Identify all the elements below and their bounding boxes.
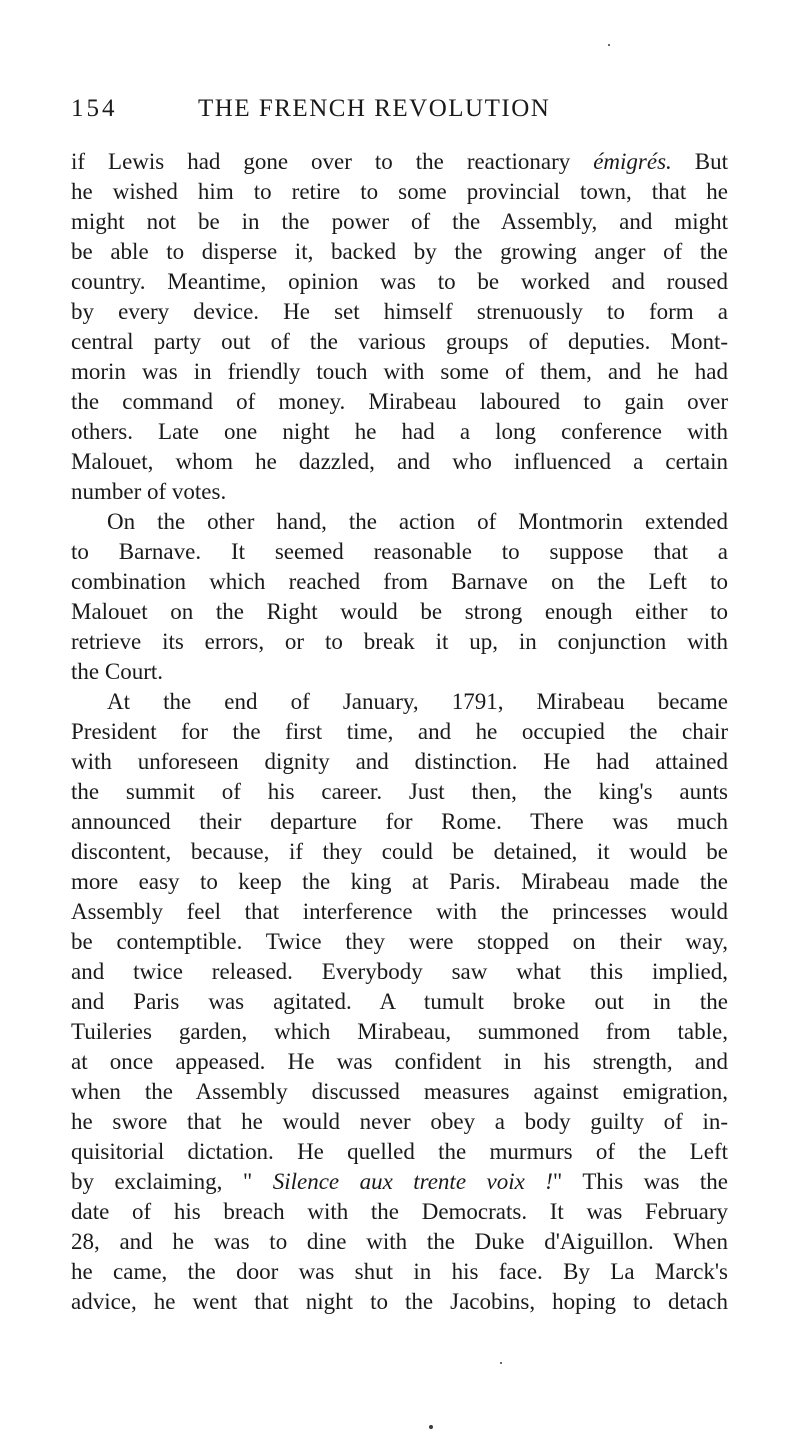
text-line — [71, 297, 728, 327]
text-line — [71, 777, 728, 807]
italic-fragment: émigrés. — [593, 149, 672, 174]
text-line — [71, 657, 728, 687]
text-fragment: he wished him to retire to some provincial town, that he — [71, 179, 728, 204]
text-fragment: retrieve its errors, or to break it up, in conjunction with — [71, 629, 728, 654]
text-fragment: At the end of January, 1791, Mirabeau became — [107, 689, 728, 714]
text-line — [71, 417, 728, 447]
body-text — [71, 147, 728, 1317]
text-line — [71, 537, 728, 567]
text-line — [71, 1287, 728, 1317]
text-line — [71, 327, 728, 357]
text-line — [71, 807, 728, 837]
text-fragment: advice, he went that night to the Jacobins, hoping to detach — [71, 1289, 728, 1314]
text-fragment: " This was the — [552, 1169, 729, 1194]
text-line — [71, 567, 728, 597]
scan-speck — [500, 1362, 502, 1364]
text-fragment: he came, the door was shut in his face. By La Marck's — [71, 1259, 728, 1284]
text-fragment: by every device. He set himself strenuously to form a — [71, 299, 728, 324]
text-fragment: announced their departure for Rome. There was much — [71, 809, 728, 834]
text-line — [71, 597, 728, 627]
text-fragment: country. Meantime, opinion was to be worked and roused — [71, 269, 728, 294]
text-fragment: at once appeased. He was confident in his strength, and — [71, 1049, 728, 1074]
text-fragment: he swore that he would never obey a body guilty of in- — [71, 1109, 728, 1134]
text-line — [71, 1197, 728, 1227]
text-line — [71, 447, 728, 477]
text-fragment: 28, and he was to dine with the Duke d'Aiguillon. When — [71, 1229, 728, 1254]
page-number: 154 — [71, 95, 118, 122]
text-fragment: the Court. — [71, 659, 163, 684]
text-fragment: Malouet on the Right would be strong enough either to — [71, 599, 728, 624]
text-line — [71, 897, 728, 927]
text-fragment: central party out of the various groups of deputies. Mont- — [71, 329, 728, 354]
text-line — [71, 1107, 728, 1137]
scan-speck — [429, 1425, 433, 1429]
text-line — [71, 507, 728, 537]
text-line — [71, 987, 728, 1017]
text-fragment: others. Late one night he had a long conference with — [71, 419, 728, 444]
text-line — [71, 627, 728, 657]
text-line — [71, 1137, 728, 1167]
text-fragment: and Paris was agitated. A tumult broke out in the — [71, 989, 728, 1014]
text-fragment: be contemptible. Twice they were stopped on their way, — [71, 929, 728, 954]
text-line — [71, 477, 728, 507]
text-line — [71, 1257, 728, 1287]
text-fragment: combination which reached from Barnave on the Left to — [71, 569, 728, 594]
text-line — [71, 267, 728, 297]
text-line — [71, 1167, 728, 1197]
italic-fragment: Silence aux trente voix ! — [272, 1169, 553, 1194]
text-fragment: the command of money. Mirabeau laboured to gain over — [71, 389, 728, 414]
text-line — [71, 717, 728, 747]
text-fragment: date of his breach with the Democrats. It was February — [71, 1199, 728, 1224]
text-fragment: might not be in the power of the Assembly, and might — [71, 209, 728, 234]
text-fragment: number of votes. — [71, 479, 227, 504]
text-line — [71, 837, 728, 867]
text-line — [71, 1077, 728, 1107]
text-fragment: be able to disperse it, backed by the growing anger of the — [71, 239, 728, 264]
text-line — [71, 867, 728, 897]
text-line — [71, 387, 728, 417]
text-fragment: to Barnave. It seemed reasonable to suppose that a — [71, 539, 728, 564]
text-line — [71, 147, 728, 177]
text-fragment: when the Assembly discussed measures against emigration, — [71, 1079, 728, 1104]
text-fragment: more easy to keep the king at Paris. Mirabeau made the — [71, 869, 728, 894]
text-fragment: morin was in friendly touch with some of them, and he had — [71, 359, 728, 384]
text-fragment: Tuileries garden, which Mirabeau, summoned from table, — [71, 1019, 728, 1044]
text-line — [71, 927, 728, 957]
text-line — [71, 207, 728, 237]
text-fragment: quisitorial dictation. He quelled the murmurs of the Left — [71, 1139, 728, 1164]
text-line — [71, 957, 728, 987]
text-fragment: But — [671, 149, 728, 174]
text-line — [71, 747, 728, 777]
text-line — [71, 1047, 728, 1077]
running-title: THE FRENCH REVOLUTION — [198, 95, 551, 122]
text-line — [71, 1017, 728, 1047]
text-fragment: the summit of his career. Just then, the king's aunts — [71, 779, 728, 804]
text-fragment: and twice released. Everybody saw what this implied, — [71, 959, 728, 984]
text-fragment: On the other hand, the action of Montmorin extended — [107, 509, 728, 534]
text-line — [71, 687, 728, 717]
text-line — [71, 237, 728, 267]
text-fragment: Malouet, whom he dazzled, and who influenced a certain — [71, 449, 728, 474]
text-line — [71, 177, 728, 207]
text-line — [71, 357, 728, 387]
text-fragment: President for the first time, and he occupied the chair — [71, 719, 728, 744]
text-line — [71, 1227, 728, 1257]
text-fragment: if Lewis had gone over to the reactionary — [71, 149, 594, 174]
text-fragment: by exclaiming, " — [71, 1169, 273, 1194]
scan-speck — [608, 44, 610, 46]
running-head — [71, 95, 731, 129]
text-fragment: discontent, because, if they could be detained, it would be — [71, 839, 728, 864]
text-fragment: Assembly feel that interference with the princesses would — [71, 899, 728, 924]
text-fragment: with unforeseen dignity and distinction. He had attained — [71, 749, 728, 774]
